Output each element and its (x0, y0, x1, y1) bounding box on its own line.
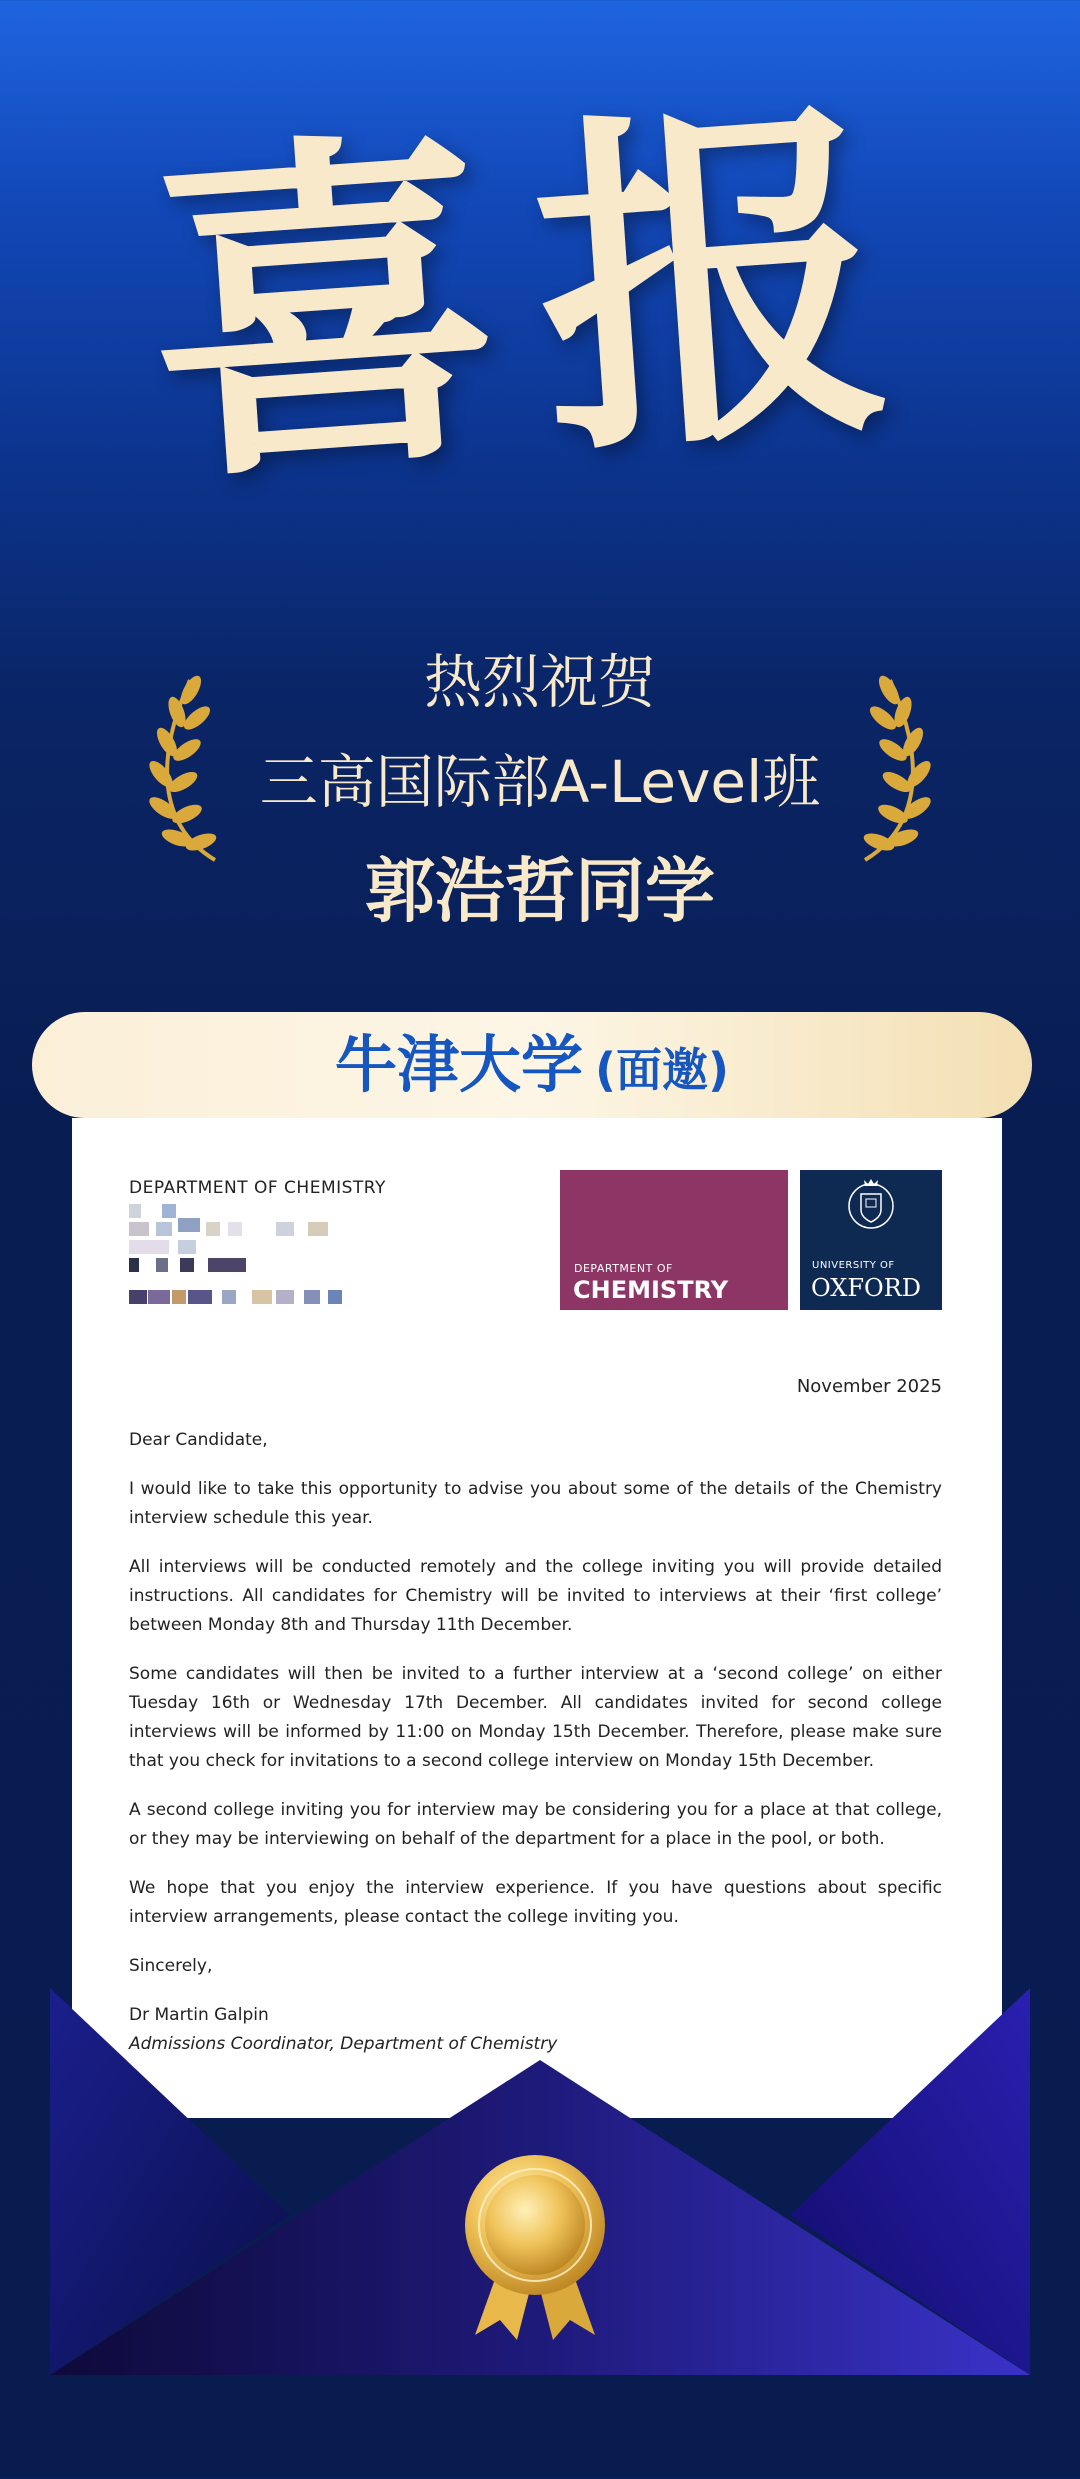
student-name: 郭浩哲同学 (365, 850, 715, 932)
chem-logo-big-text: CHEMISTRY (573, 1276, 729, 1304)
interview-letter (72, 1118, 1002, 2118)
letter-dept-header: DEPARTMENT OF CHEMISTRY (129, 1178, 386, 1198)
university-name: 牛津大学 (334, 1028, 583, 1101)
letter-paragraph: We hope that you enjoy the interview experience. If you have questions about specific interview arrangements, please contact the college inviting you. (129, 1878, 942, 1927)
oxford-logo-small-text: UNIVERSITY OF (812, 1260, 895, 1271)
letter-signer: Dr Martin Galpin (129, 2005, 269, 2025)
letter-paragraph: Some candidates will then be invited to a further interview at a ‘second college’ on either Tuesday 16th or Wednesday 17th December. All candidates invited for second college interviews will be informed by 11:00 on Monday 15th December. Therefore, please make sure that you check for invitations to a second college interview on Monday 15th December. (129, 1664, 942, 1771)
letter-greeting: Dear Candidate, (129, 1430, 268, 1450)
chemistry-logo (560, 1170, 788, 1310)
letter-paragraph: I would like to take this opportunity to advise you about some of the details of the Chemistry interview schedule this year. (129, 1479, 942, 1528)
letter-closing: Sincerely, (129, 1956, 213, 1976)
oxford-logo-big-text: OXFORD (811, 1274, 921, 1302)
chem-logo-small-text: DEPARTMENT OF (574, 1262, 673, 1275)
letter-date: November 2025 (796, 1376, 942, 1397)
oxford-logo (800, 1170, 942, 1310)
oxford-crest-icon (846, 1176, 896, 1240)
class-name: 三高国际部A-Level班 (259, 748, 821, 816)
congrats-line: 热烈祝贺 (423, 648, 656, 716)
interview-tag: (面邀) (594, 1043, 730, 1097)
headline-xibao: 喜报 (134, 62, 942, 528)
letter-body (129, 1426, 942, 2059)
university-banner (32, 1012, 1032, 1118)
letter-paragraph: A second college inviting you for interview may be considering you for a place at that college, or they may be interviewing on behalf of the department for a place in the pool, or both. (129, 1800, 942, 1849)
letter-paragraph: All interviews will be conducted remotely and the college inviting you will provide detailed instructions. All candidates for Chemistry will be invited to interviews at their ‘first college’ between Monday 8th and Thursday 11th December. (129, 1557, 942, 1635)
award-seal-icon (455, 2145, 615, 2345)
letter-signer-title: Admissions Coordinator, Department of Chemistry (129, 2034, 558, 2054)
